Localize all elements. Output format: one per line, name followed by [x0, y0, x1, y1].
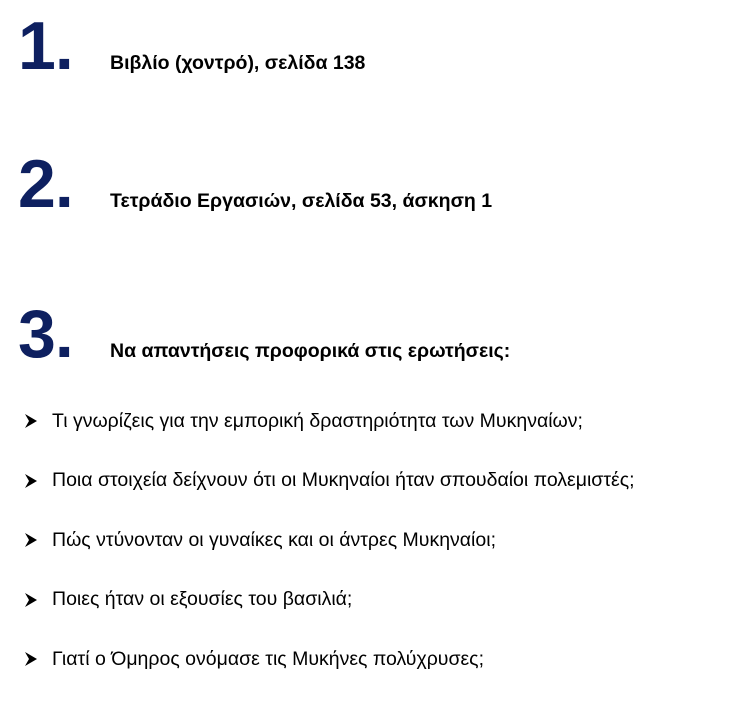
step-number: 3. [18, 296, 73, 372]
step-number: 1. [18, 8, 73, 84]
question-text: Ποια στοιχεία δείχνουν ότι οι Μυκηναίοι ήταν σπουδαίοι πολεμιστές; [52, 469, 635, 491]
step-1 [18, 8, 366, 84]
question-list [24, 406, 635, 704]
question-text: Γιατί ο Όμηρος ονόμασε τις Μυκήνες πολύχρυσες; [52, 647, 484, 670]
question-text: Τι γνωρίζεις για την εμπορική δραστηριότητα των Μυκηναίων; [52, 409, 583, 432]
question-item [24, 644, 635, 674]
arrowhead-bullet-icon [24, 592, 52, 608]
step-text: Τετράδιο Εργασιών, σελίδα 53, άσκηση 1 [110, 190, 493, 212]
question-text: Πώς ντύνονταν οι γυναίκες και οι άντρες Μυκηναίοι; [52, 528, 496, 551]
arrowhead-bullet-icon [24, 532, 52, 548]
step-text: Βιβλίο (χοντρό), σελίδα 138 [110, 52, 366, 74]
step-3 [18, 296, 511, 372]
arrowhead-bullet-icon [24, 651, 52, 667]
arrowhead-bullet-icon [24, 413, 52, 429]
question-item [24, 525, 635, 555]
step-number: 2. [18, 146, 73, 222]
question-text: Ποιες ήταν οι εξουσίες του βασιλιά; [52, 588, 353, 610]
question-item [24, 406, 635, 436]
step-text: Να απαντήσεις προφορικά στις ερωτήσεις: [110, 340, 511, 362]
arrowhead-bullet-icon [24, 473, 52, 489]
step-2 [18, 146, 493, 222]
question-item [24, 466, 635, 496]
question-item [24, 585, 635, 615]
